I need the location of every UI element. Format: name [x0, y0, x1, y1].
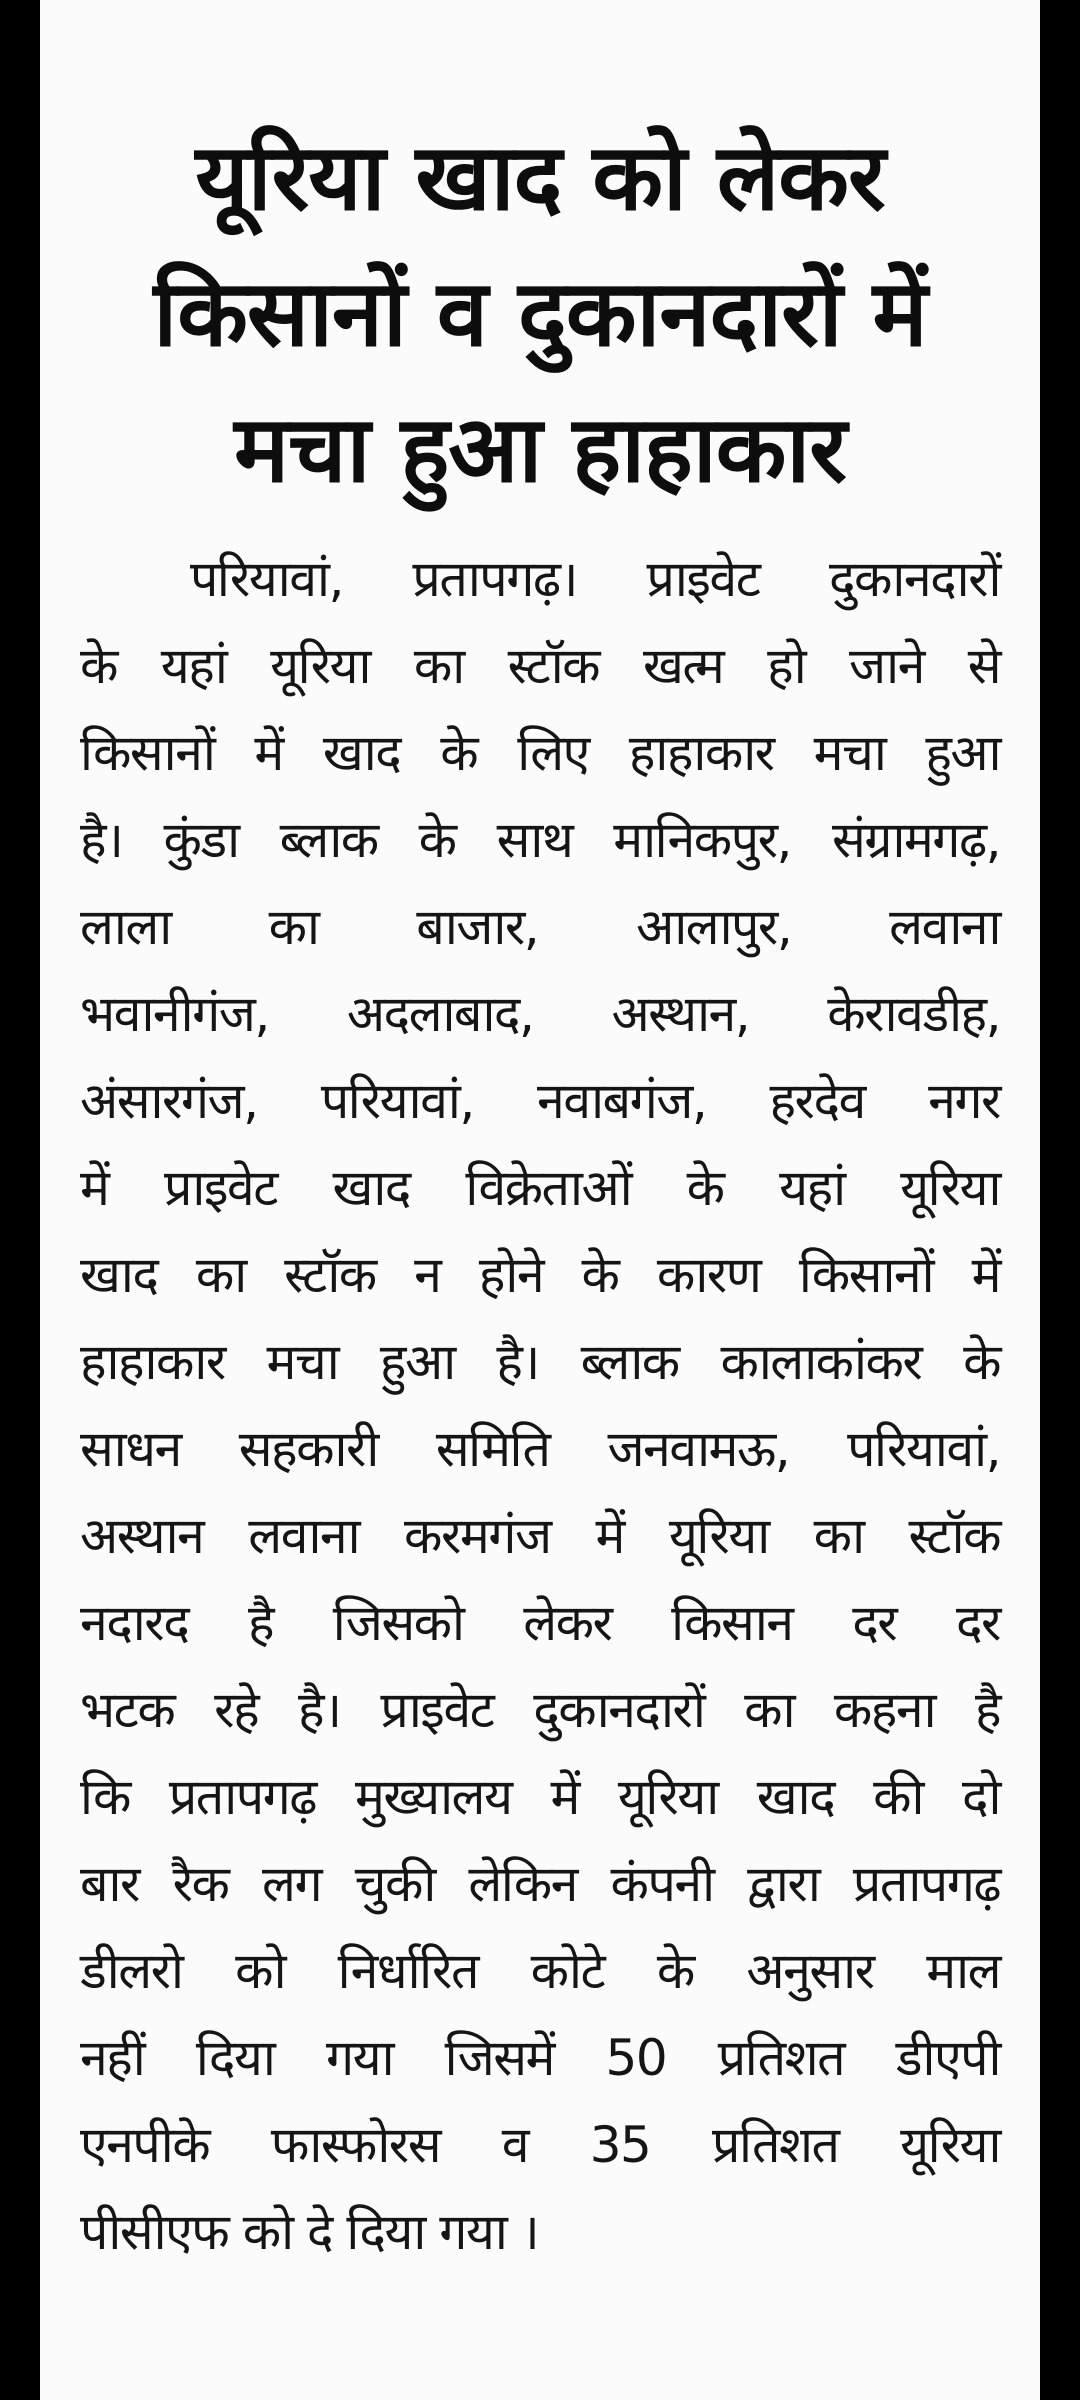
article-line: कि प्रतापगढ़ मुख्यालय में यूरिया खाद की दो	[80, 1768, 1000, 1826]
article-line: भटक रहे है। प्राइवेट दुकानदारों का कहना है	[80, 1681, 1000, 1739]
article-line: हाहाकार मचा हुआ है। ब्लाक कालाकांकर के	[80, 1333, 1000, 1391]
headline-line: किसानों व दुकानदारों में	[153, 260, 927, 367]
article-line: किसानों में खाद के लिए हाहाकार मचा हुआ	[80, 724, 1000, 782]
article-line: डीलरो को निर्धारित कोटे के अनुसार माल	[80, 1942, 1000, 2000]
article-body	[80, 536, 1000, 2276]
headline	[80, 110, 1000, 518]
article-line: लाला का बाजार, आलापुर, लवाना	[80, 898, 1000, 956]
article-line: नदारद है जिसको लेकर किसान दर दर	[80, 1594, 1000, 1652]
article-line: भवानीगंज, अदलाबाद, अस्थान, केरावडीह,	[80, 985, 1000, 1043]
headline-line: यूरिया खाद को लेकर	[195, 124, 885, 231]
article-line: अंसारगंज, परियावां, नवाबगंज, हरदेव नगर	[80, 1072, 1000, 1130]
article-line: पीसीएफ को दे दिया गया ।	[80, 2203, 539, 2261]
article-line: नहीं दिया गया जिसमें 50 प्रतिशत डीएपी	[80, 2029, 1000, 2087]
article-line: एनपीके फास्फोरस व 35 प्रतिशत यूरिया	[80, 2116, 1000, 2174]
headline-line: मचा हुआ हाहाकार	[234, 396, 846, 503]
article-line: साधन सहकारी समिति जनवामऊ, परियावां,	[80, 1420, 1000, 1478]
article-line: अस्थान लवाना करमगंज में यूरिया का स्टॉक	[80, 1507, 1000, 1565]
article-line: परियावां, प्रतापगढ़। प्राइवेट दुकानदारों	[190, 550, 1000, 608]
article-line: खाद का स्टॉक न होने के कारण किसानों में	[80, 1246, 1000, 1304]
newspaper-clipping	[40, 0, 1040, 2400]
article-line: के यहां यूरिया का स्टॉक खत्म हो जाने से	[80, 637, 1000, 695]
article-line: बार रैक लग चुकी लेकिन कंपनी द्वारा प्रतापगढ़	[80, 1855, 1000, 1913]
article-line: में प्राइवेट खाद विक्रेताओं के यहां यूरिया	[80, 1159, 1000, 1217]
article-line: है। कुंडा ब्लाक के साथ मानिकपुर, संग्रामगढ़,	[80, 811, 1000, 869]
